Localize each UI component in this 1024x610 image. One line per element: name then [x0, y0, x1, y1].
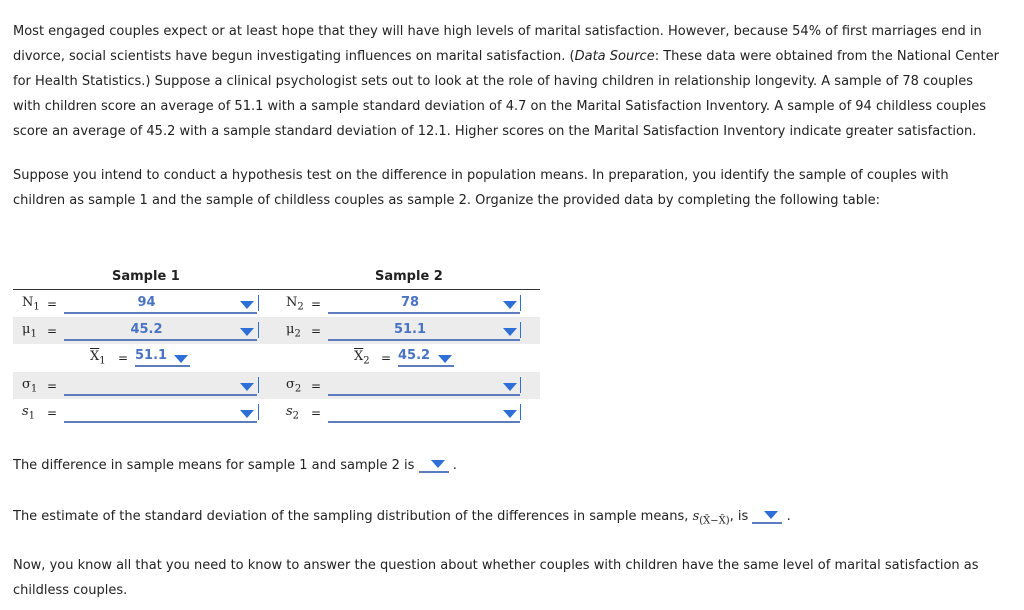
xbar2-dropdown[interactable]: 45.2: [398, 348, 454, 367]
xbar2-label: $\overline{X}_2$: [354, 349, 370, 367]
mu2-eq: =: [311, 324, 322, 338]
chevron-down-icon: [240, 301, 254, 309]
mu1-label: $\mu_1$: [22, 322, 37, 340]
sigma2-label: $\sigma_2$: [286, 377, 302, 395]
chevron-down-icon: [764, 511, 778, 519]
sigma1-label: $\sigma_1$: [22, 377, 38, 395]
chevron-down-icon: [438, 355, 452, 363]
chevron-down-icon: [240, 383, 254, 391]
xbar1-dropdown[interactable]: 51.1: [135, 348, 190, 367]
xbar1-eq: =: [118, 351, 129, 365]
sigma2-dropdown[interactable]: [328, 374, 520, 396]
s1-label: $s_1$: [22, 404, 36, 422]
intro-text-1: Most engaged couples expect or at least hope that they will have high levels of marital satisfaction. However, because 54% of first marriages end in divorce, social scientists have begun investigating influences on marital satisfaction. (: [13, 24, 982, 64]
dropdown-divider: [258, 404, 259, 420]
xbar2-eq: =: [381, 351, 392, 365]
s2-eq: =: [311, 406, 322, 420]
chevron-down-icon: [240, 328, 254, 336]
s1-eq: =: [47, 406, 58, 420]
data-source-label: Data Source: [574, 49, 655, 64]
chevron-down-icon: [431, 460, 445, 468]
instructions-paragraph: Suppose you intend to conduct a hypothesis test on the difference in population means. In preparation, you identify the sample of couples with children as sample 1 and the sample of childless couples as sample 2. Organize the provided data by completing the following table:: [13, 168, 949, 208]
chevron-down-icon: [503, 410, 517, 418]
closing-paragraph: Now, you know all that you need to know to answer the question about whether couples with children have the same level of marital satisfaction as childless couples.: [13, 558, 979, 598]
mu1-eq: =: [47, 324, 58, 338]
intro-text-2: : These data were obtained from the National Center for Health Statistics.) Suppose a clinical psychologist sets out to look at the role of having children in relationship longevity. A sample of 78 couples with children score an average of 51.1 with a sample standard deviation of 4.7 on the Marital Satisfaction Inventory. A sample of 94 childless couples score an average of 45.2 with a sample standard deviation of 12.1. Higher scores on the Marital Satisfaction Inventory indicate greater satisfaction.: [13, 49, 999, 139]
mu2-dropdown[interactable]: 51.1: [328, 319, 520, 341]
chevron-down-icon: [174, 355, 188, 363]
sigma1-eq: =: [47, 379, 58, 393]
intro-paragraph: [13, 19, 1003, 144]
dropdown-divider: [520, 322, 521, 338]
s1-dropdown[interactable]: [64, 401, 257, 423]
chevron-down-icon: [503, 383, 517, 391]
n1-eq: =: [47, 297, 58, 311]
n2-label: $N_2$: [286, 295, 304, 313]
chevron-down-icon: [503, 328, 517, 336]
dropdown-divider: [258, 322, 259, 338]
s2-dropdown[interactable]: [328, 401, 520, 423]
dropdown-divider: [258, 377, 259, 393]
dropdown-divider: [520, 404, 521, 420]
difference-dropdown[interactable]: [419, 455, 449, 473]
sigma1-dropdown[interactable]: [64, 374, 257, 396]
xbar1-label: $\overline{X}_1$: [90, 349, 106, 367]
n1-dropdown[interactable]: 94: [64, 292, 257, 314]
n2-eq: =: [311, 297, 322, 311]
dropdown-divider: [520, 295, 521, 311]
dropdown-divider: [520, 377, 521, 393]
dropdown-divider: [258, 295, 259, 311]
table-header-rule: [13, 289, 540, 290]
chevron-down-icon: [240, 410, 254, 418]
standard-error-dropdown[interactable]: [752, 506, 782, 524]
sample1-header: Sample 1: [112, 269, 180, 284]
mu1-dropdown[interactable]: 45.2: [64, 319, 257, 341]
sample2-header: Sample 2: [375, 269, 443, 284]
s2-label: $s_2$: [286, 404, 300, 422]
sigma2-eq: =: [311, 379, 322, 393]
se-symbol: $s_{(X̄-X̄)}$: [692, 509, 730, 527]
difference-sentence: The difference in sample means for sample 1 and sample 2 is .: [13, 455, 457, 473]
chevron-down-icon: [503, 301, 517, 309]
n1-label: $N_1$: [22, 295, 40, 313]
standard-error-sentence: The estimate of the standard deviation of the sampling distribution of the differences in sample means, $s_{(X̄-X̄)}$, is .: [13, 506, 791, 527]
mu2-label: $\mu_2$: [286, 322, 301, 340]
n2-dropdown[interactable]: 78: [328, 292, 520, 314]
